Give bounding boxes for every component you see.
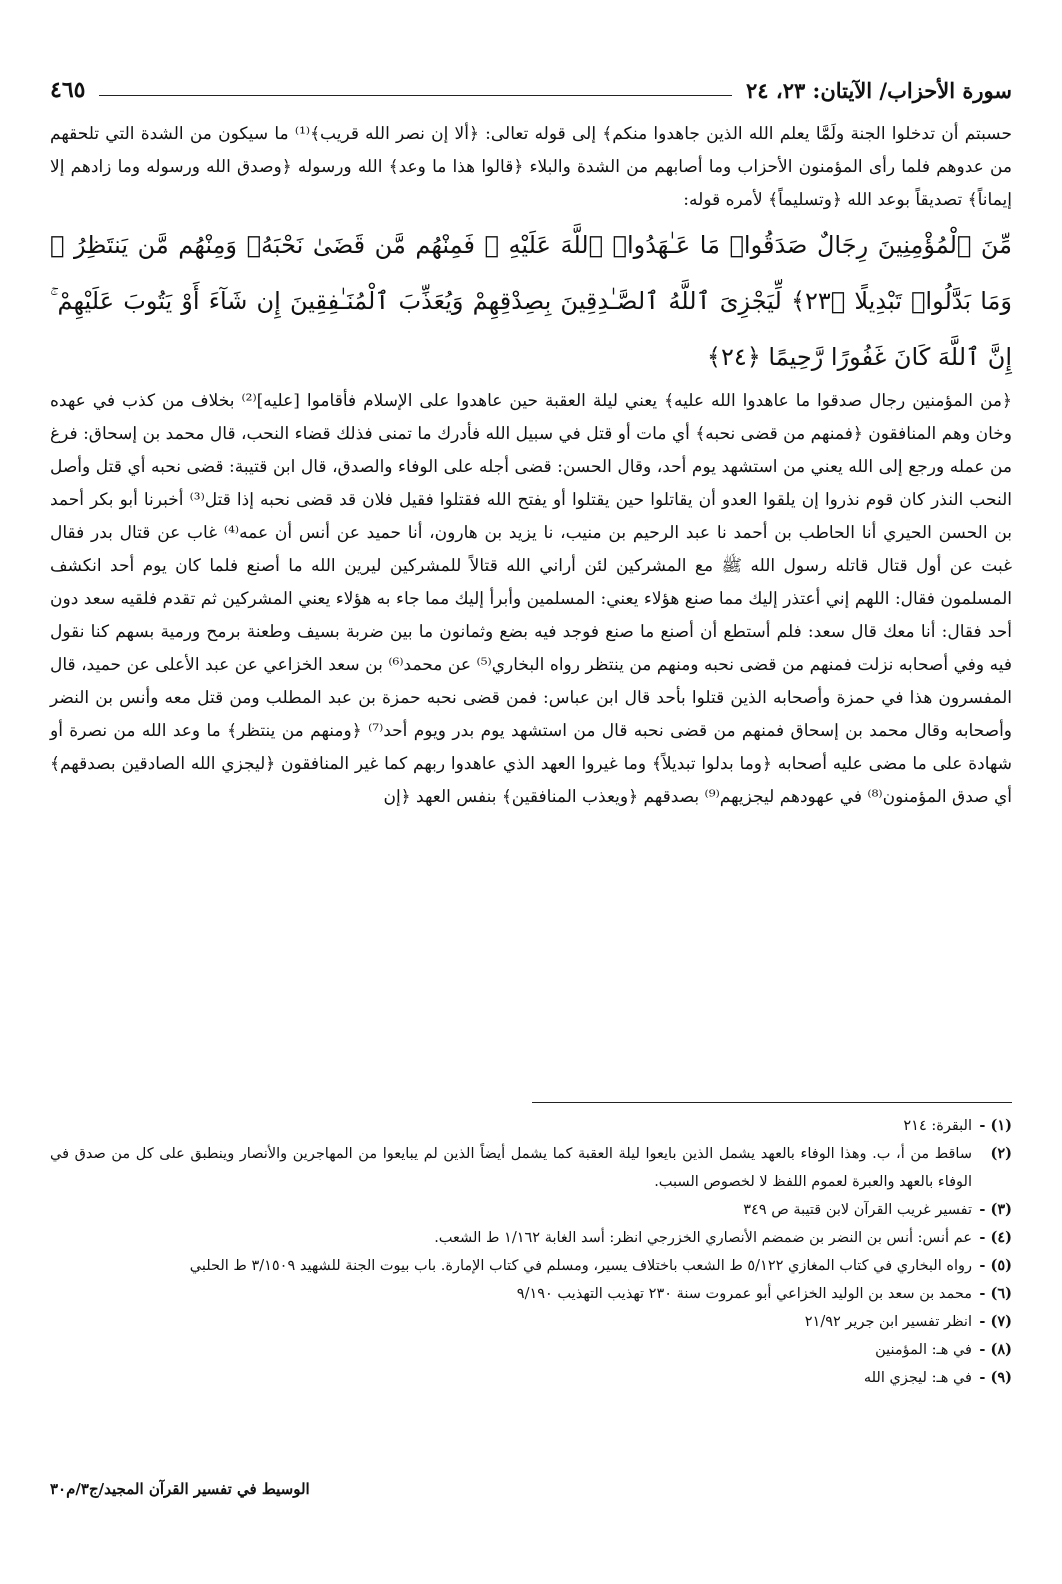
footnote-item: (٣) - تفسير غريب القرآن لابن قتيبة ص ٣٤٩ (743, 1201, 1012, 1218)
page-header (50, 72, 1012, 108)
footnote-item: (٧) - انظر تفسير ابن جرير ٢١/٩٢ (804, 1313, 1012, 1330)
footnote-item: (٢) ساقط من أ، ب. وهذا الوفاء بالعهد يشمل الذين بايعوا ليلة العقبة كما يشمل أيضاً الذين لم يبايعوا من المهاجرين والأنصار وينطبق على كل من صدق في الوفاء بالعهد والعبرة لعموم اللفظ لا لخصوص السبب. (50, 1145, 1012, 1190)
header-rule (99, 95, 732, 96)
footnote-item: (٤) - عم أنس: أنس بن النضر بن ضمضم الأنصاري الخزرجي انظر: أسد الغابة ١/١٦٢ ط الشعب. (434, 1229, 1012, 1246)
book-reference: الوسيط في تفسير القرآن المجيد/ج٣/م٣٠ (50, 1480, 310, 1498)
page-number: ٤٦٥ (50, 77, 86, 103)
footnote-item: (٥) - رواه البخاري في كتاب المغازي ٥/١٢٢ ط الشعب باختلاف يسير، ومسلم في كتاب الإمارة. باب بيوت الجنة للشهيد ٣/١٥٠٩ ط الحلبي (189, 1257, 1012, 1274)
footnote-item: (٩) - في هـ: ليجزي الله (863, 1369, 1012, 1386)
surah-title: سورة الأحزاب/ الآيتان: ٢٣، ٢٤ (746, 77, 1012, 103)
paragraph-intro: حسبتم أن تدخلوا الجنة ولَمَّا يعلم الله الذين جاهدوا منكم﴾ إلى قوله تعالى: ﴿ألا إن نصر الله قريب﴾⁽¹⁾ ما سيكون من الشدة التي تلحقهم من عدوهم فلما رأى المؤمنون الأحزاب وما أصابهم من الشدة والبلاء ﴿قالوا هذا ما وعد﴾ الله ورسوله ﴿وصدق الله ورسوله وما زادهم إلا إيماناً﴾ تصديقاً بوعد الله ﴿وتسليماً﴾ لأمره قوله: (50, 124, 1012, 210)
footnotes (50, 1112, 1012, 1392)
footnote-item: (٦) - محمد بن سعد بن الوليد الخزاعي أبو عمروت سنة ٢٣٠ تهذيب التهذيب ٩/١٩٠ (516, 1285, 1012, 1302)
footnote-rule (532, 1102, 1012, 1103)
footnote-item: (٨) - في هـ: المؤمنين (875, 1341, 1012, 1358)
main-text (50, 118, 1012, 814)
footnote-item: (١) - البقرة: ٢١٤ (903, 1117, 1012, 1134)
quran-verse: مِّنَ ٱلْمُؤْمِنِينَ رِجَالٌ صَدَقُوا۟ مَا عَـٰهَدُوا۟ ٱللَّهَ عَلَيْهِ ۖ فَمِنْهُم مَّن قَضَىٰ نَحْبَهُۥ وَمِنْهُم مَّن يَنتَظِرُ ۖ وَمَا بَدَّلُوا۟ تَبْدِيلًا ﴿٢٣﴾ لِّيَجْزِىَ ٱللَّهُ ٱلصَّـٰدِقِينَ بِصِدْقِهِمْ وَيُعَذِّبَ ٱلْمُنَـٰفِقِينَ إِن شَآءَ أَوْ يَتُوبَ عَلَيْهِمْ ۚ إِنَّ ٱللَّهَ كَانَ غَفُورًا رَّحِيمًا ﴿٢٤﴾ (50, 231, 1012, 371)
paragraph-commentary: ﴿من المؤمنين رجال صدقوا ما عاهدوا الله عليه﴾ يعني ليلة العقبة حين عاهدوا على الإسلام فأقاموا [عليه]⁽²⁾ بخلاف من كذب في عهده وخان وهم المنافقون ﴿فمنهم من قضى نحبه﴾ أي مات أو قتل في سبيل الله فأدرك ما تمنى فذلك قضاء النحب، قال محمد بن إسحاق: فرغ من عمله ورجع إلى الله يعني من استشهد يوم أحد، وقال الحسن: قضى أجله على الوفاء والصدق، قال ابن قتيبة: قضى نحبه أي قتل وأصل النحب النذر كان قوم نذروا إن يلقوا العدو أن يقاتلوا حين يقتلوا أو يفتح الله فقتلوا فقيل فلان قد قضى نحبه إذا قتل⁽³⁾ أخبرنا أبو بكر أحمد بن الحسن الحيري أنا الحاطب بن أحمد نا عبد الرحيم بن منيب، نا يزيد بن هارون، أنا حميد عن أنس أن عمه⁽⁴⁾ غاب عن قتال بدر فقال غبت عن أول قتال قاتله رسول الله ﷺ مع المشركين لئن أراني الله قتالاً للمشركين ليرين الله ما أصنع فلما كان يوم أحد انكشف المسلمون فقال: اللهم إني أعتذر إليك مما صنع هؤلاء يعني: المسلمين وأبرأ إليك مما جاء به هؤلاء يعني المشركين ثم تقدم فلقيه سعد دون أحد فقال: أنا معك قال سعد: فلم أستطع أن أصنع ما صنع فوجد فيه بضع وثمانون ما بين ضربة بسيف وطعنة برمح ورمية بسهم كنا نقول فيه وفي أصحابه نزلت فمنهم من قضى نحبه ومنهم من ينتظر رواه البخاري⁽⁵⁾ عن محمد⁽⁶⁾ بن سعد الخزاعي عن عبد الأعلى عن حميد، قال المفسرون هذا في حمزة وأصحابه الذين قتلوا بأحد قال ابن عباس: فمن قضى نحبه حمزة بن عبد المطلب ومن قتل معه وأنس بن النضر وأصحابه وقال محمد بن إسحاق فمنهم من قضى نحبه قال من استشهد يوم بدر ويوم أحد⁽⁷⁾ ﴿ومنهم من ينتظر﴾ ما وعد الله من نصرة أو شهادة على ما مضى عليه أصحابه ﴿وما بدلوا تبديلاً﴾ وما غيروا العهد الذي عاهدوا ربهم كما غير المنافقون ﴿ليجزي الله الصادقين بصدقهم﴾ أي صدق المؤمنون⁽⁸⁾ في عهودهم ليجزيهم⁽⁹⁾ بصدقهم ﴿ويعذب المنافقين﴾ بنفس العهد ﴿إن (50, 391, 1013, 807)
